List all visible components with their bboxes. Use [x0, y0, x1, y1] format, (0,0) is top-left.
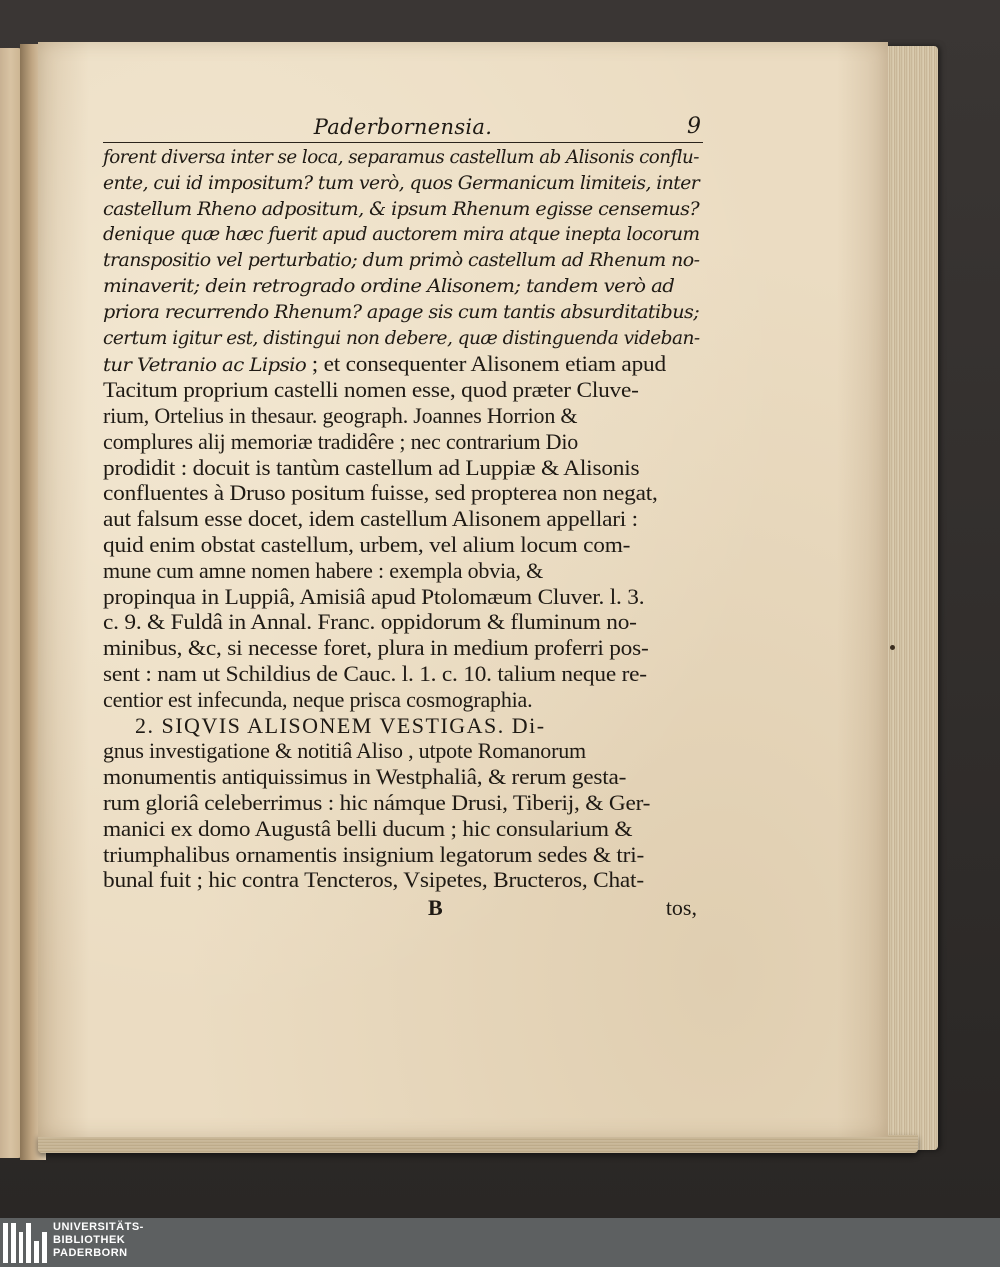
text-line: centior est infecunda, neque prisca cosmographia.	[103, 686, 533, 712]
italic-segment: tur Vetranio ac Lipsio	[103, 355, 307, 377]
library-logo-icon	[3, 1223, 47, 1263]
text-line: prodidit : docuit is tantùm castellum ad Luppiæ & Alisonis	[103, 454, 640, 480]
text-line: complures alij memoriæ tradidêre ; nec contrarium Dio	[103, 428, 579, 454]
footer-bar	[0, 1218, 1000, 1267]
text-lines	[103, 145, 703, 893]
text-line: rium, Ortelius in thesaur. geograph. Joannes Horrion &	[103, 402, 578, 428]
text-line: gnus investigatione & notitiâ Aliso , utpote Romanorum	[103, 738, 586, 764]
text-line: sent : nam ut Schildius de Cauc. l. 1. c. 10. talium neque re-	[103, 660, 647, 686]
text-line: monumentis antiquissimus in Westphaliâ, & rerum gesta-	[103, 764, 627, 790]
text-line: quid enim obstat castellum, urbem, vel alium locum com-	[103, 531, 631, 557]
text-line: forent diversa inter se loca, separamus castellum ab Alisonis conflu-	[103, 147, 699, 168]
signature-mark: B	[428, 895, 443, 921]
text-line: mune cum amne nomen habere : exempla obvia, &	[103, 557, 544, 583]
logo-line: BIBLIOTHEK	[53, 1234, 126, 1246]
library-logo-text	[53, 1221, 144, 1260]
text-block	[103, 112, 703, 923]
logo-line: PADERBORN	[53, 1247, 128, 1259]
text-line: ente, cui id impositum? tum verò, quos Germanicum limiteis, inter	[103, 172, 700, 194]
text-line: bunal fuit ; hic contra Tencteros, Vsipetes, Bructeros, Chat-	[103, 867, 644, 893]
text-line: c. 9. & Fuldâ in Annal. Franc. oppidorum & fluminum no-	[103, 609, 637, 635]
logo-line: UNIVERSITÄTS-	[53, 1221, 144, 1233]
text-line: certum igitur est, distingui non debere, quæ distinguenda videban-	[103, 327, 700, 349]
running-title: Paderbornensia.	[313, 115, 493, 139]
text-line: priora recurrendo Rhenum? apage sis cum tantis absurditatibus;	[103, 301, 700, 323]
text-line: castellum Rheno adpositum, & ipsum Rhenum egisse censemus?	[103, 198, 700, 220]
text-line: transpositio vel perturbatio; dum primò castellum ad Rhenum no-	[103, 250, 700, 272]
text-line: confluentes à Druso positum fuisse, sed propterea non negat,	[103, 480, 658, 506]
running-head	[103, 112, 703, 143]
page-stack-edge	[880, 46, 938, 1150]
ink-spot	[890, 645, 895, 650]
text-line: minibus, &c, si necesse foret, plura in medium proferri pos-	[103, 635, 649, 661]
section-heading-line: 2. SIQVIS ALISONEM VESTIGAS. Di-	[135, 712, 546, 738]
catchword: tos,	[665, 895, 697, 921]
text-line: manici ex domo Augustâ belli ducum ; hic consularium &	[103, 815, 633, 841]
catch-line	[103, 893, 703, 923]
page-bottom-edge	[38, 1135, 918, 1153]
text-line: aut falsum esse docet, idem castellum Alisonem appellari :	[103, 506, 638, 532]
page-number: 9	[687, 114, 701, 139]
text-line: denique quæ hæc fuerit apud auctorem mira atque inepta locorum	[103, 224, 700, 246]
text-line: minaverit; dein retrogrado ordine Alisonem; tandem verò ad	[103, 275, 675, 297]
text-line	[103, 351, 739, 377]
text-line: rum gloriâ celeberrimus : hic námque Drusi, Tiberij, & Ger-	[103, 789, 651, 815]
text-line: propinqua in Luppiâ, Amisiâ apud Ptolomæum Cluver. l. 3.	[103, 583, 645, 609]
text-line: Tacitum proprium castelli nomen esse, quod præter Cluve-	[103, 377, 639, 403]
text-line: triumphalibus ornamentis insignium legatorum sedes & tri-	[103, 841, 645, 867]
roman-segment: ; et consequenter Alisonem etiam apud	[306, 351, 666, 377]
